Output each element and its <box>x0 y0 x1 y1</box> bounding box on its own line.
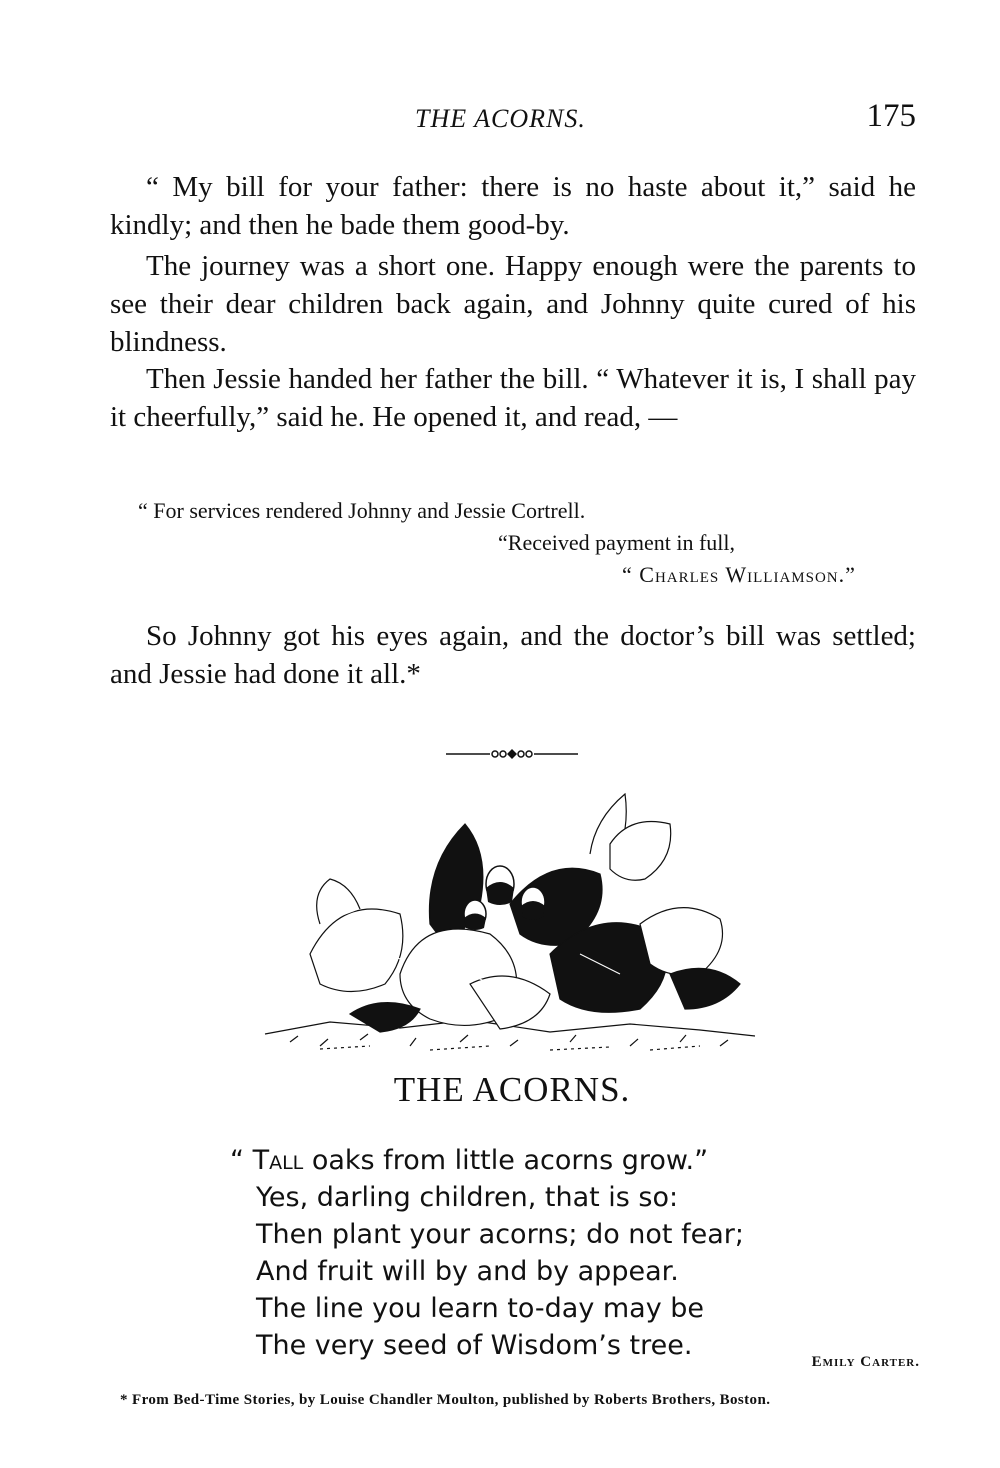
poem-line-1 <box>230 1142 744 1179</box>
page-header <box>110 98 920 138</box>
poem-line: The line you learn to-day may be <box>256 1293 705 1324</box>
paragraph-text: So Johnny got his eyes again, and the doctor’s bill was settled; and Jessie had done it all.* <box>110 620 916 690</box>
small-caps-word: Tall <box>252 1145 304 1176</box>
paragraph-4 <box>110 617 916 693</box>
page-number: 175 <box>866 98 916 134</box>
poem-line: And fruit will by and by appear. <box>256 1256 679 1287</box>
line-rest: oaks from little acorns grow.” <box>303 1145 709 1176</box>
paragraph-2 <box>110 247 916 361</box>
bill-line-signature: “ Charles Williamson.” <box>622 562 856 587</box>
opening-quote: “ <box>230 1145 253 1176</box>
bill-line-services: “ For services rendered Johnny and Jessie Cortrell. <box>138 498 586 523</box>
poem <box>230 1142 744 1364</box>
bill-line-received: “Received payment in full, <box>498 530 736 555</box>
paragraph-text: “ My bill for your father: there is no haste about it,” said he kindly; and then he bade them good-by. <box>110 171 916 241</box>
poem-title: THE ACORNS. <box>393 1070 631 1109</box>
poem-author: Emily Carter. <box>811 1354 920 1370</box>
running-title: THE ACORNS. <box>415 104 586 133</box>
divider-ornament-icon <box>444 744 580 764</box>
paragraph-3 <box>110 360 916 436</box>
poem-line: Then plant your acorns; do not fear; <box>256 1219 744 1250</box>
footnote: * From Bed-Time Stories, by Louise Chandler Moulton, published by Roberts Brothers, Boston. <box>120 1392 771 1408</box>
paragraph-text: Then Jessie handed her father the bill. “ Whatever it is, I shall pay it cheerfully,” said he. He opened it, and read, — <box>110 363 916 433</box>
paragraph-1 <box>110 168 916 244</box>
poem-line: The very seed of Wisdom’s tree. <box>256 1330 693 1361</box>
acorn-branch-illustration <box>250 784 770 1064</box>
paragraph-text: The journey was a short one. Happy enough were the parents to see their dear children back again, and Johnny quite cured of his blindness. <box>110 250 916 358</box>
poem-line: Yes, darling children, that is so: <box>256 1182 679 1213</box>
